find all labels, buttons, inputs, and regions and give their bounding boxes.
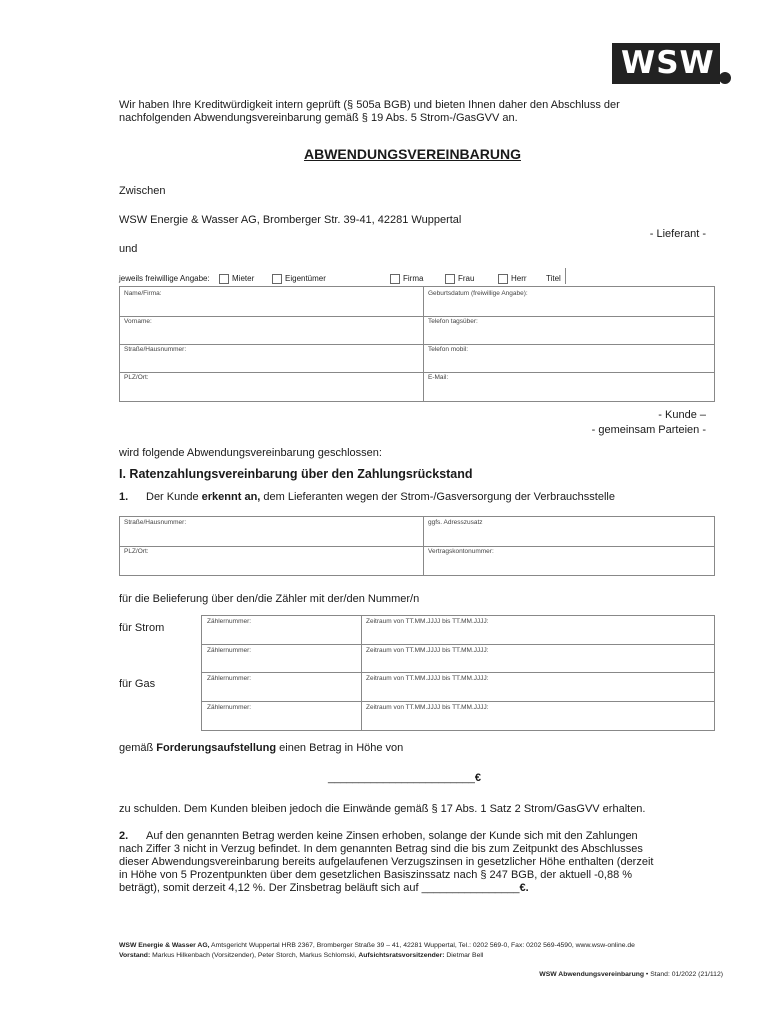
- option-herr-label: Herr: [511, 274, 527, 283]
- meter-table-divider: [361, 615, 362, 731]
- meter-row-line: [201, 672, 715, 673]
- supplier-address: WSW Energie & Wasser AG, Bromberger Str. 39-41, 42281 Wuppertal: [119, 214, 462, 226]
- wsw-logo: WSW: [612, 43, 720, 84]
- site-contract-label[interactable]: Vertragskontonummer:: [428, 548, 494, 555]
- option-eigentuemer[interactable]: [272, 273, 326, 285]
- customer-box-row-line: [119, 344, 715, 345]
- intro-line-2: nachfolgenden Abwendungsvereinbarung gemäß § 19 Abs. 5 Strom-/GasGVV an.: [119, 112, 518, 124]
- meter-period-field[interactable]: Zeitraum von TT.MM.JJJJ bis TT.MM.JJJJ:: [366, 704, 489, 711]
- field-firstname-label[interactable]: Vorname:: [124, 318, 152, 325]
- option-mieter-label: Mieter: [232, 274, 255, 283]
- meter-number-field[interactable]: Zählernummer:: [207, 675, 252, 682]
- owed-text: zu schulden. Dem Kunden bleiben jedoch die Einwände gemäß § 17 Abs. 1 Satz 2 Strom/GasGVV erhalten.: [119, 803, 646, 815]
- titel-field-edge: [565, 268, 566, 284]
- option-herr[interactable]: [498, 273, 527, 285]
- section-1-heading: I. Ratenzahlungsvereinbarung über den Zahlungsrückstand: [119, 467, 473, 481]
- meter-row-line: [201, 701, 715, 702]
- field-phone-day-label[interactable]: Telefon tagsüber:: [428, 318, 478, 325]
- item-2-line-5-pre: beträgt), somit derzeit 4,12 %. Der Zinsbetrag beläuft sich auf ________________: [119, 882, 520, 894]
- option-firma[interactable]: [390, 273, 423, 285]
- footer-council-bold: Aufsichtsratsvorsitzender:: [358, 952, 445, 959]
- meter-intro: für die Belieferung über den/die Zähler mit der/den Nummer/n: [119, 593, 420, 605]
- customer-box-row-line: [119, 316, 715, 317]
- option-frau-label: Frau: [458, 274, 475, 283]
- item-1-number: 1.: [119, 491, 129, 503]
- item-2-line-5: [119, 882, 529, 895]
- meter-row-line: [201, 644, 715, 645]
- option-firma-label: Firma: [403, 274, 424, 283]
- supplier-role: - Lieferant -: [649, 228, 706, 240]
- footer-company-rest: Amtsgericht Wuppertal HRB 2367, Bromberger Straße 39 – 41, 42281 Wuppertal, Tel.: 0202 569-0, Fax: 0202 569-4590, www.wsw-online.de: [209, 942, 635, 949]
- claim-pre: gemäß: [119, 742, 157, 754]
- meter-number-field[interactable]: Zählernummer:: [207, 704, 252, 711]
- item-1-bold: erkennt an,: [201, 491, 261, 503]
- site-addr-extra-label[interactable]: ggfs. Adresszusatz: [428, 519, 483, 526]
- item-1-text: [146, 491, 615, 504]
- site-box-row-line: [119, 546, 715, 547]
- agreement-intro: wird folgende Abwendungsvereinbarung geschlossen:: [119, 447, 382, 459]
- option-eigentuemer-label: Eigentümer: [285, 274, 326, 283]
- item-1-pre: Der Kunde: [146, 491, 202, 503]
- footer-doc-rest: • Stand: 01/2022 (21/112): [644, 971, 723, 978]
- footer-council-rest: Dietmar Bell: [444, 952, 484, 959]
- checkbox-frau[interactable]: [445, 274, 455, 284]
- item-1-post: dem Lieferanten wegen der Strom-/Gasversorgung der Verbrauchsstelle: [260, 491, 615, 503]
- wsw-logo-dot: [719, 72, 731, 84]
- checkbox-firma[interactable]: [390, 274, 400, 284]
- meter-gas-label: für Gas: [119, 678, 156, 690]
- checkbox-mieter[interactable]: [219, 274, 229, 284]
- item-2-number: 2.: [119, 830, 129, 842]
- option-titel-label: Titel: [546, 274, 561, 283]
- meter-period-field[interactable]: Zeitraum von TT.MM.JJJJ bis TT.MM.JJJJ:: [366, 675, 489, 682]
- document-title: ABWENDUNGSVEREINBARUNG: [303, 146, 521, 162]
- footer-company-bold: WSW Energie & Wasser AG,: [119, 942, 210, 949]
- claim-amount-line[interactable]: ________________________: [328, 772, 475, 784]
- voluntary-label: jeweils freiwillige Angabe:: [119, 274, 210, 283]
- between-text: Zwischen: [119, 185, 166, 197]
- field-name-label[interactable]: Name/Firma:: [124, 290, 162, 297]
- claim-currency: €: [474, 772, 481, 784]
- meter-table: [201, 615, 715, 731]
- footer-board: [119, 951, 483, 960]
- item-2-line-3: dieser Abwendungsvereinbarung bereits aufgelaufenen Verzugszinsen in gesetzlicher Höhe enthalten (derzeit: [119, 856, 654, 868]
- claim-amount-field[interactable]: [328, 772, 481, 785]
- item-2-line-2: nach Ziffer 3 nicht in Verzug befindet. In dem genannten Betrag sind die bis zum Zeitpunkt des Abschlusses: [119, 843, 643, 855]
- option-mieter[interactable]: [219, 273, 254, 285]
- intro-line-1: Wir haben Ihre Kreditwürdigkeit intern geprüft (§ 505a BGB) und bieten Ihnen daher den Abschluss der: [119, 99, 620, 111]
- customer-box-row-line: [119, 372, 715, 373]
- and-text: und: [119, 243, 138, 255]
- footer-board-rest: Markus Hilkenbach (Vorsitzender), Peter Storch, Markus Schlomski,: [150, 952, 359, 959]
- field-street-label[interactable]: Straße/Hausnummer:: [124, 346, 187, 353]
- item-2-line-5-end: €.: [519, 882, 529, 894]
- checkbox-eigentuemer[interactable]: [272, 274, 282, 284]
- item-2-line-4: in Höhe von 5 Prozentpunkten über dem gesetzlichen Basiszinssatz nach § 247 BGB, der aktuell -0,88 %: [119, 869, 633, 881]
- footer-doc-bold: WSW Abwendungsvereinbarung: [539, 971, 645, 978]
- field-email-label[interactable]: E-Mail:: [428, 374, 449, 381]
- item-2-line-1: Auf den genannten Betrag werden keine Zinsen erhoben, solange der Kunde sich mit den Zahlungen: [146, 830, 638, 842]
- parties-role: - gemeinsam Parteien -: [591, 424, 706, 436]
- site-street-label[interactable]: Straße/Hausnummer:: [124, 519, 187, 526]
- footer-doc-info: [539, 970, 723, 979]
- claim-bold: Forderungsaufstellung: [156, 742, 277, 754]
- site-zip-label[interactable]: PLZ/Ort:: [124, 548, 149, 555]
- meter-number-field[interactable]: Zählernummer:: [207, 647, 252, 654]
- meter-strom-label: für Strom: [119, 622, 165, 634]
- checkbox-herr[interactable]: [498, 274, 508, 284]
- field-zip-label[interactable]: PLZ/Ort:: [124, 374, 149, 381]
- option-frau[interactable]: [445, 273, 474, 285]
- claim-text: [119, 742, 403, 755]
- meter-period-field[interactable]: Zeitraum von TT.MM.JJJJ bis TT.MM.JJJJ:: [366, 647, 489, 654]
- field-birthdate-label[interactable]: Geburtsdatum (freiwillige Angabe):: [428, 290, 528, 297]
- footer-company: [119, 941, 635, 950]
- claim-post: einen Betrag in Höhe von: [276, 742, 404, 754]
- field-phone-mobile-label[interactable]: Telefon mobil:: [428, 346, 469, 353]
- meter-number-field[interactable]: Zählernummer:: [207, 618, 252, 625]
- customer-role: - Kunde –: [658, 409, 706, 421]
- meter-period-field[interactable]: Zeitraum von TT.MM.JJJJ bis TT.MM.JJJJ:: [366, 618, 489, 625]
- footer-board-bold: Vorstand:: [119, 952, 151, 959]
